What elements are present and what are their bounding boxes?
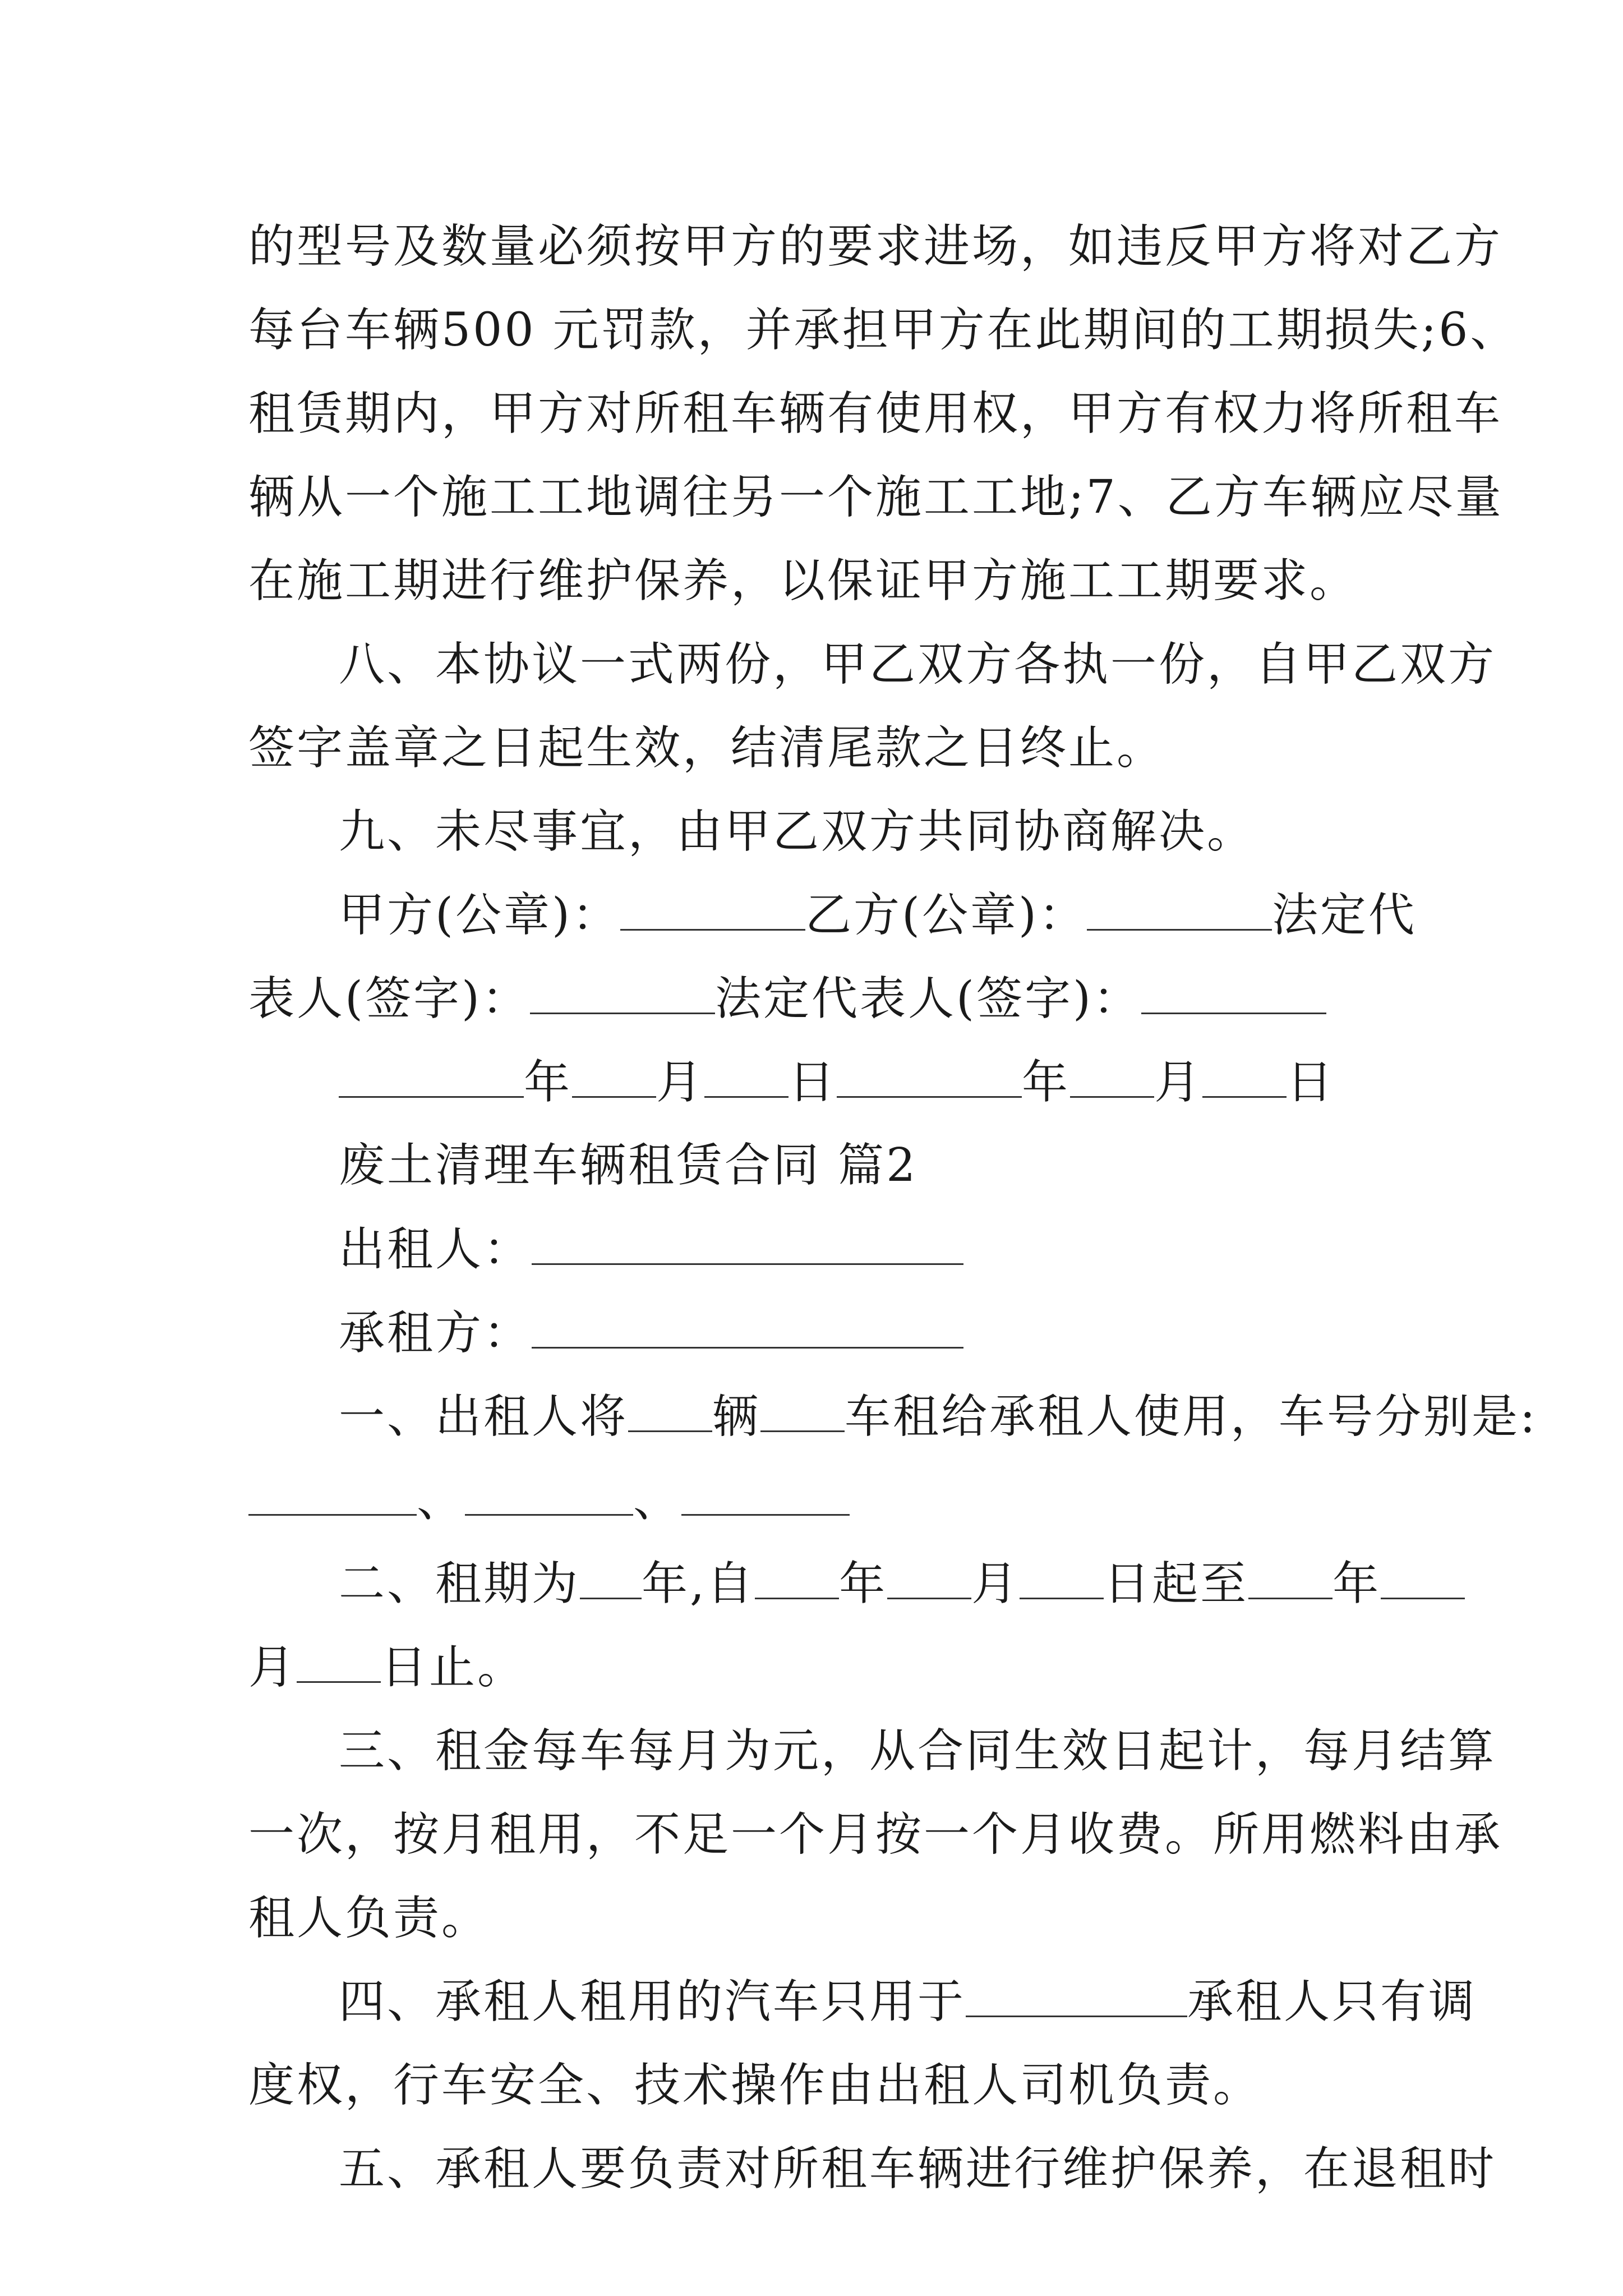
blank-field [532,1300,963,1349]
text-line [0,461,1623,534]
clause-1 [0,1381,1623,1453]
blank-field [530,965,715,1014]
clause-text: 一次，按月租用，不足一个月按一个月收费。所用燃料由承 [248,1808,1503,1861]
year-label: 年 [524,1056,573,1109]
clause-2-cont [0,1631,1623,1704]
blank-field [1087,882,1272,931]
blank-field [1020,1550,1104,1599]
section-heading [0,1129,1623,1202]
signature-line [0,963,1623,1036]
clause-text: 租人负责。 [248,1892,490,1945]
text-line [0,378,1623,450]
blank-field [1202,1049,1287,1098]
blank-field [837,1049,1022,1098]
legal-rep-2-label: 法定代表人(签字)： [714,972,1141,1025]
clause-5 [0,2133,1623,2206]
clause-3 [0,1715,1623,1788]
clause-text: 年 [839,1557,888,1611]
blank-field [339,1049,524,1098]
clause-text: 日止。 [381,1641,526,1694]
clause-text: 年,自 [642,1557,755,1611]
blank-field [465,1467,633,1516]
clause-3-cont [0,1882,1623,1955]
line-text: 辆从一个施工工地调往另一个施工工地;7、乙方车辆应尽量 [248,471,1504,524]
month-label: 月 [656,1056,705,1109]
text-line [0,628,1623,701]
clause-text: 一、出租人将 [339,1390,629,1443]
clause-text: 四、承租人租用的汽车只用于 [339,1975,966,2028]
clause-text: 车租给承租人使用，车号分别是: [845,1390,1538,1443]
blank-field [1381,1550,1465,1599]
line-text: 的型号及数量必须按甲方的要求进场，如违反甲方将对乙方 [248,220,1503,273]
text-line [0,795,1623,868]
day-label: 日 [789,1056,837,1109]
heading-text: 废土清理车辆租赁合同 篇2 [339,1139,918,1192]
clause-text: 月 [248,1641,297,1694]
clause-3-cont [0,1798,1623,1871]
blank-field [704,1049,789,1098]
lessee-label: 承租方： [339,1306,532,1360]
clause-text: 辆 [712,1390,761,1443]
year-label: 年 [1022,1056,1071,1109]
lessor-label: 出租人： [339,1223,532,1276]
clause-text: 三、租金每车每月为元，从合同生效日起计，每月结算 [339,1724,1497,1778]
text-line [0,210,1623,283]
blank-field [1141,965,1326,1014]
clause-text: 度权，行车安全、技术操作由出租人司机负责。 [248,2059,1262,2112]
clause-4 [0,1966,1623,2039]
clause-text: 日起至 [1104,1557,1249,1611]
clause-text: 年 [1332,1557,1381,1611]
clause-4-cont [0,2049,1623,2122]
blank-field [297,1634,381,1683]
separator: 、 [417,1474,465,1527]
blank-field [532,1216,963,1265]
blank-field [628,1383,712,1432]
blank-field [572,1049,656,1098]
blank-field [755,1550,839,1599]
lessor-line [0,1213,1623,1286]
legal-rep-label: 法定代 [1271,889,1417,942]
text-line [0,294,1623,367]
day-label: 日 [1287,1056,1335,1109]
blank-field [620,882,805,931]
line-text: 八、本协议一式两份，甲乙双方各执一份，自甲乙双方 [339,638,1497,691]
clause-text: 承租人只有调 [1187,1975,1477,2028]
blank-field [887,1550,971,1599]
blank-field [580,1550,642,1599]
text-line [0,712,1623,785]
blank-field [1070,1049,1154,1098]
blank-field [966,1968,1187,2017]
line-text: 签字盖章之日起生效，结清尾款之日终止。 [248,721,1165,775]
blank-field [681,1467,850,1516]
signature-line [0,879,1623,952]
party-a-label: 甲方(公章)： [339,889,620,942]
line-text: 在施工期进行维护保养，以保证甲方施工工期要求。 [248,554,1358,608]
separator: 、 [633,1474,682,1527]
text-line [0,545,1623,618]
lessee-line [0,1297,1623,1370]
blank-field [1248,1550,1332,1599]
plate-number-line [0,1464,1623,1537]
blank-field [248,1467,417,1516]
clause-text: 五、承租人要负责对所租车辆进行维护保养，在退租时 [339,2142,1497,2196]
clause-2 [0,1548,1623,1621]
line-text: 九、未尽事宜，由甲乙双方共同协商解决。 [339,805,1256,858]
party-b-label: 乙方(公章)： [805,889,1087,942]
line-text: 租赁期内，甲方对所租车辆有使用权，甲方有权力将所租车 [248,387,1503,440]
clause-text: 月 [971,1557,1020,1611]
clause-text: 二、租期为 [339,1557,580,1611]
line-text: 每台车辆500 元罚款，并承担甲方在此期间的工期损失;6、 [248,303,1519,357]
date-line [0,1046,1623,1119]
blank-field [760,1383,845,1432]
legal-rep-label: 表人(签字)： [248,972,530,1025]
month-label: 月 [1154,1056,1203,1109]
